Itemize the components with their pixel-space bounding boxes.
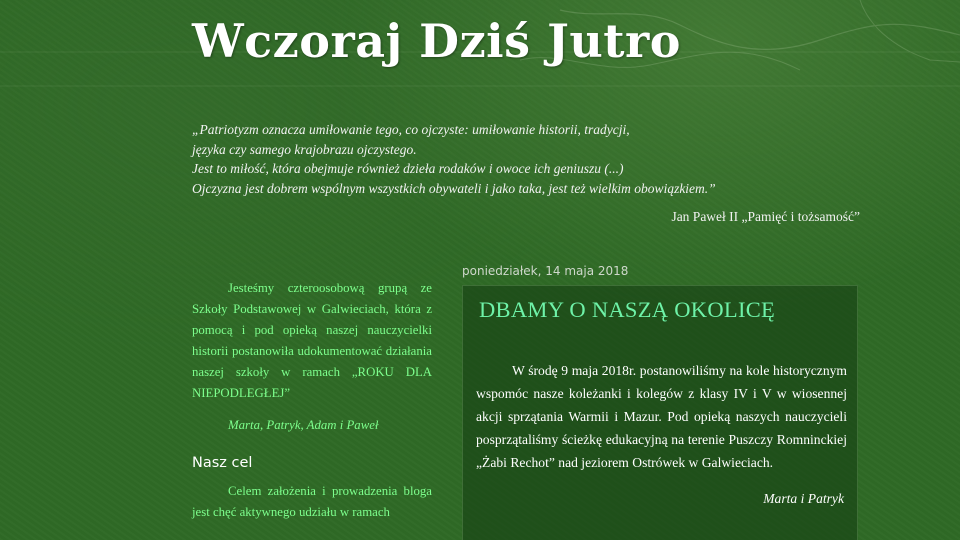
blog-post: [462, 285, 858, 540]
blog-title[interactable]: Wczoraj Dziś Jutro: [192, 14, 681, 68]
quote-line: języka czy samego krajobrazu ojczystego.: [192, 141, 417, 157]
quote-line: Ojczyzna jest dobrem wspólnym wszystkich obywateli i jako taka, jest też wielkim obowiązkiem.”: [192, 180, 716, 196]
sidebar: [192, 278, 432, 523]
sidebar-goal-text: Celem założenia i prowadzenia bloga jest chęć aktywnego udziału w ramach: [192, 484, 432, 519]
post-title[interactable]: DBAMY O NASZĄ OKOLICĘ: [479, 297, 776, 322]
sidebar-goal-heading: Nasz cel: [192, 455, 253, 471]
post-date: poniedziałek, 14 maja 2018: [462, 264, 629, 278]
sidebar-authors: Marta, Patryk, Adam i Paweł: [228, 418, 379, 432]
post-signature: Marta i Patryk: [763, 491, 844, 506]
sidebar-about-text: Jesteśmy czteroosobową grupą ze Szkoły Podstawowej w Galwieciach, która z pomocą i pod opieką naszej nauczycielki historii postanowiła udokumentować działania naszej szkoły w ramach „ROKU DLA NIEPODLEGŁEJ”: [192, 281, 432, 400]
quote-line: Jest to miłość, która obejmuje również dzieła rodaków i owoce ich geniuszu (...): [192, 161, 624, 176]
quote-line: „Patriotyzm oznacza umiłowanie tego, co ojczyste: umiłowanie historii, tradycji,: [192, 122, 630, 137]
quote-author: Jan Paweł II „Pamięć i tożsamość”: [671, 209, 860, 224]
post-body: W środę 9 maja 2018r. postanowiliśmy na kole historycznym wspomóc nasze koleżanki i kolegów z klasy IV i V w wiosennej akcji sprzątania Warmii i Mazur. Pod opieką naszych nauczycieli posprzątaliśmy ścieżkę edukacyjną na terenie Puszczy Romninckiej „Żabi Rechot” nad jeziorem Ostrówek w Galwieciach.: [476, 363, 847, 470]
header-quote: [192, 120, 752, 198]
